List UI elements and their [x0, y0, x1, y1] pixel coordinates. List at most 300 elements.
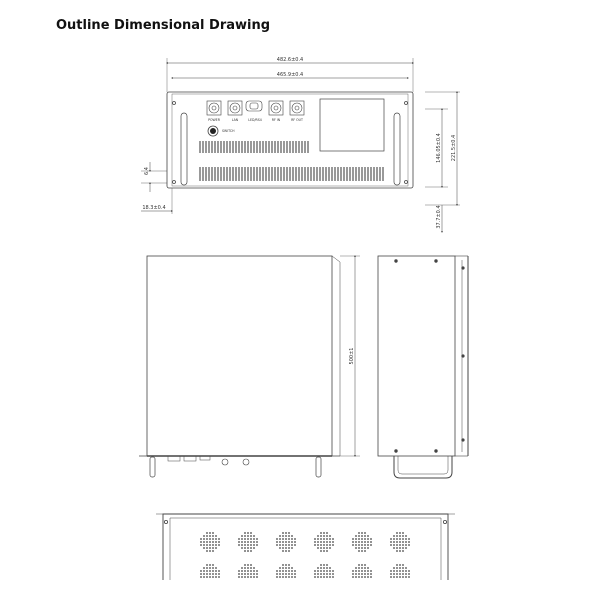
grille-hole: [364, 573, 366, 575]
grille-hole: [212, 541, 214, 543]
grille-hole: [361, 547, 363, 549]
grille-hole: [238, 538, 240, 540]
grille-hole: [399, 541, 401, 543]
grille-hole: [323, 567, 325, 569]
grille-hole: [241, 544, 243, 546]
grille-hole: [358, 535, 360, 537]
dim-slot: 6.4: [144, 167, 150, 175]
grille-hole: [256, 541, 258, 543]
grille-hole: [317, 535, 319, 537]
grille-hole: [402, 538, 404, 540]
grille-hole: [244, 535, 246, 537]
grille-hole: [329, 573, 331, 575]
grille-hole: [203, 576, 205, 578]
grille-hole: [399, 576, 401, 578]
grille-hole: [405, 535, 407, 537]
grille-hole: [323, 544, 325, 546]
grille-hole: [282, 535, 284, 537]
grille-hole: [294, 544, 296, 546]
grille-hole: [405, 547, 407, 549]
grille-hole: [402, 570, 404, 572]
grille-hole: [320, 541, 322, 543]
grille-hole: [320, 538, 322, 540]
grille-hole: [288, 538, 290, 540]
grille-hole: [291, 535, 293, 537]
grille-hole: [241, 547, 243, 549]
grille-hole: [399, 532, 401, 534]
grille-hole: [206, 567, 208, 569]
grille-hole: [367, 535, 369, 537]
grille-hole: [279, 538, 281, 540]
grille-hole: [320, 532, 322, 534]
grille-hole: [279, 576, 281, 578]
grille-hole: [367, 547, 369, 549]
grille-hole: [314, 573, 316, 575]
grille-hole: [358, 564, 360, 566]
grille-hole: [326, 573, 328, 575]
grille-hole: [320, 547, 322, 549]
grille-hole: [212, 547, 214, 549]
grille-hole: [367, 567, 369, 569]
grille-hole: [285, 573, 287, 575]
grille-hole: [370, 538, 372, 540]
grille-hole: [250, 547, 252, 549]
grille-hole: [244, 570, 246, 572]
grille-hole: [253, 547, 255, 549]
grille-hole: [329, 567, 331, 569]
connector-label-rf-in: RF IN: [271, 118, 281, 122]
grille-hole: [279, 573, 281, 575]
grille-hole: [250, 541, 252, 543]
grille-hole: [317, 573, 319, 575]
grille-hole: [294, 538, 296, 540]
grille-hole: [329, 570, 331, 572]
grille-hole: [276, 573, 278, 575]
grille-hole: [393, 535, 395, 537]
dim-depth: 500±1: [349, 347, 355, 365]
grille-hole: [288, 564, 290, 566]
grille-hole: [390, 538, 392, 540]
grille-hole: [405, 538, 407, 540]
grille-hole: [285, 576, 287, 578]
grille-hole: [285, 564, 287, 566]
grille-hole: [291, 573, 293, 575]
grille-hole: [282, 544, 284, 546]
grille-hole: [358, 532, 360, 534]
grille-hole: [326, 544, 328, 546]
grille-hole: [279, 535, 281, 537]
grille-hole: [399, 547, 401, 549]
grille-hole: [393, 547, 395, 549]
grille-hole: [218, 541, 220, 543]
power-connector: [207, 101, 221, 115]
side-view: [378, 256, 468, 478]
grille-hole: [320, 573, 322, 575]
grille-hole: [206, 573, 208, 575]
grille-hole: [396, 532, 398, 534]
dim-panel-width: 465.9±0.4: [276, 72, 304, 78]
grille-hole: [253, 567, 255, 569]
grille-hole: [396, 570, 398, 572]
grille-hole: [212, 576, 214, 578]
grille-hole: [393, 544, 395, 546]
grille-hole: [203, 573, 205, 575]
grille-hole: [390, 544, 392, 546]
grille-hole: [314, 538, 316, 540]
grille-hole: [332, 570, 334, 572]
grille-hole: [396, 538, 398, 540]
grille-hole: [256, 538, 258, 540]
grille-hole: [332, 573, 334, 575]
lan-connector: [228, 101, 242, 115]
grille-hole: [361, 570, 363, 572]
grille-hole: [241, 576, 243, 578]
grille-hole: [326, 538, 328, 540]
grille-hole: [282, 532, 284, 534]
grille-hole: [361, 541, 363, 543]
grille-hole: [212, 550, 214, 552]
grille-hole: [329, 544, 331, 546]
grille-hole: [358, 544, 360, 546]
grille-hole: [405, 544, 407, 546]
grille-hole: [396, 567, 398, 569]
grille-hole: [390, 576, 392, 578]
grille-hole: [244, 547, 246, 549]
grille-hole: [352, 570, 354, 572]
grille-hole: [364, 550, 366, 552]
grille-hole: [326, 576, 328, 578]
grille-hole: [405, 567, 407, 569]
grille-hole: [247, 564, 249, 566]
grille-hole: [361, 544, 363, 546]
grille-hole: [361, 564, 363, 566]
dim-overall-width: 482.6±0.4: [276, 57, 304, 63]
grille-hole: [314, 576, 316, 578]
grille-hole: [396, 544, 398, 546]
grille-hole: [361, 550, 363, 552]
grille-hole: [282, 576, 284, 578]
lower-vent-slots: [200, 167, 383, 181]
switch-label: SWITCH: [222, 129, 235, 133]
grille-hole: [247, 544, 249, 546]
grille-hole: [247, 573, 249, 575]
grille-hole: [367, 538, 369, 540]
grille-hole: [282, 573, 284, 575]
grille-hole: [209, 541, 211, 543]
grille-hole: [218, 573, 220, 575]
grille-hole: [247, 541, 249, 543]
grille-hole: [367, 544, 369, 546]
grille-hole: [200, 544, 202, 546]
grille-hole: [355, 535, 357, 537]
grille-hole: [355, 573, 357, 575]
grille-hole: [206, 532, 208, 534]
grille-hole: [358, 570, 360, 572]
grille-hole: [212, 544, 214, 546]
left-handle-side: [150, 457, 155, 477]
grille-hole: [352, 576, 354, 578]
grille-hole: [367, 570, 369, 572]
grille-hole: [393, 573, 395, 575]
grille-hole: [408, 570, 410, 572]
grille-hole: [352, 541, 354, 543]
grille-hole: [209, 567, 211, 569]
grille-hole: [247, 532, 249, 534]
grille-hole: [215, 538, 217, 540]
grille-hole: [253, 544, 255, 546]
grille-hole: [294, 576, 296, 578]
grille-hole: [326, 532, 328, 534]
grille-hole: [250, 576, 252, 578]
rear-view: [156, 514, 455, 580]
grille-hole: [332, 541, 334, 543]
grille-hole: [282, 541, 284, 543]
grille-hole: [215, 547, 217, 549]
grille-hole: [285, 547, 287, 549]
grille-hole: [361, 576, 363, 578]
grille-hole: [212, 564, 214, 566]
grille-hole: [253, 573, 255, 575]
rf-out-connector: [290, 101, 304, 115]
grille-hole: [408, 576, 410, 578]
grille-hole: [364, 567, 366, 569]
grille-hole: [291, 547, 293, 549]
grille-hole: [329, 541, 331, 543]
grille-hole: [203, 538, 205, 540]
grille-hole: [241, 570, 243, 572]
grille-hole: [215, 541, 217, 543]
connector-label-lan: LAN: [231, 118, 239, 122]
grille-hole: [253, 538, 255, 540]
grille-hole: [215, 573, 217, 575]
grille-hole: [206, 547, 208, 549]
grille-hole: [405, 576, 407, 578]
fan-grilles: [200, 532, 410, 578]
connector-label-power: POWER: [208, 118, 220, 122]
connector-label-led-rs4: LED/RS4: [248, 118, 262, 122]
grille-hole: [370, 541, 372, 543]
grille-hole: [332, 544, 334, 546]
dim-edge-offset: 18.3±0.4: [142, 205, 166, 211]
grille-hole: [355, 570, 357, 572]
grille-hole: [396, 541, 398, 543]
grille-hole: [241, 541, 243, 543]
grille-hole: [279, 544, 281, 546]
grille-hole: [276, 544, 278, 546]
grille-hole: [352, 544, 354, 546]
grille-hole: [402, 544, 404, 546]
grille-hole: [399, 544, 401, 546]
grille-hole: [253, 576, 255, 578]
grille-hole: [361, 535, 363, 537]
grille-hole: [329, 547, 331, 549]
grille-hole: [405, 573, 407, 575]
grille-hole: [212, 573, 214, 575]
grille-hole: [408, 541, 410, 543]
grille-hole: [247, 535, 249, 537]
grille-hole: [241, 573, 243, 575]
grille-hole: [206, 535, 208, 537]
left-handle: [181, 113, 187, 185]
grille-hole: [320, 535, 322, 537]
grille-hole: [285, 550, 287, 552]
grille-hole: [250, 538, 252, 540]
grille-hole: [402, 567, 404, 569]
grille-hole: [253, 541, 255, 543]
grille-hole: [396, 547, 398, 549]
grille-hole: [326, 541, 328, 543]
grille-hole: [212, 535, 214, 537]
grille-hole: [218, 576, 220, 578]
grille-hole: [329, 538, 331, 540]
grille-hole: [323, 547, 325, 549]
grille-hole: [364, 564, 366, 566]
grille-hole: [294, 573, 296, 575]
grille-hole: [408, 544, 410, 546]
grille-hole: [317, 547, 319, 549]
grille-hole: [326, 547, 328, 549]
grille-hole: [276, 570, 278, 572]
grille-hole: [282, 547, 284, 549]
grille-hole: [215, 544, 217, 546]
grille-hole: [238, 573, 240, 575]
grille-hole: [405, 570, 407, 572]
rf-in-connector: [269, 101, 283, 115]
dim-bottom-offset: 37.7±0.4: [436, 205, 442, 229]
grille-hole: [203, 535, 205, 537]
grille-hole: [244, 532, 246, 534]
grille-hole: [317, 544, 319, 546]
grille-hole: [314, 544, 316, 546]
grille-hole: [238, 576, 240, 578]
grille-hole: [364, 532, 366, 534]
grille-hole: [393, 538, 395, 540]
grille-hole: [399, 570, 401, 572]
grille-hole: [288, 576, 290, 578]
grille-hole: [238, 541, 240, 543]
grille-hole: [256, 573, 258, 575]
grille-hole: [358, 547, 360, 549]
grille-hole: [200, 541, 202, 543]
dim-height-inner: 146.05±0.4: [436, 133, 442, 163]
grille-hole: [203, 547, 205, 549]
grille-hole: [218, 544, 220, 546]
grille-hole: [218, 538, 220, 540]
grille-hole: [358, 541, 360, 543]
grille-hole: [370, 570, 372, 572]
grille-hole: [370, 544, 372, 546]
grille-hole: [317, 541, 319, 543]
grille-hole: [314, 570, 316, 572]
grille-hole: [238, 544, 240, 546]
grille-hole: [253, 570, 255, 572]
grille-hole: [291, 544, 293, 546]
grille-hole: [332, 576, 334, 578]
grille-hole: [291, 538, 293, 540]
grille-hole: [276, 541, 278, 543]
grille-hole: [288, 535, 290, 537]
grille-hole: [390, 573, 392, 575]
grille-hole: [396, 564, 398, 566]
grille-hole: [288, 567, 290, 569]
grille-hole: [209, 547, 211, 549]
grille-hole: [408, 573, 410, 575]
grille-hole: [241, 538, 243, 540]
grille-hole: [396, 535, 398, 537]
grille-hole: [206, 544, 208, 546]
grille-hole: [329, 576, 331, 578]
grille-hole: [247, 567, 249, 569]
grille-hole: [355, 544, 357, 546]
grille-hole: [358, 576, 360, 578]
grille-hole: [364, 544, 366, 546]
grille-hole: [323, 538, 325, 540]
grille-hole: [367, 576, 369, 578]
grille-hole: [206, 538, 208, 540]
grille-hole: [399, 564, 401, 566]
grille-hole: [203, 544, 205, 546]
top-view-body: [147, 256, 332, 456]
grille-hole: [282, 550, 284, 552]
grille-hole: [320, 550, 322, 552]
grille-hole: [402, 535, 404, 537]
grille-hole: [247, 547, 249, 549]
grille-hole: [323, 576, 325, 578]
grille-hole: [200, 573, 202, 575]
grille-hole: [402, 547, 404, 549]
grille-hole: [364, 535, 366, 537]
grille-hole: [209, 564, 211, 566]
grille-hole: [367, 573, 369, 575]
grille-hole: [317, 570, 319, 572]
grille-hole: [355, 538, 357, 540]
grille-hole: [288, 573, 290, 575]
grille-hole: [399, 538, 401, 540]
grille-hole: [317, 538, 319, 540]
grille-hole: [200, 576, 202, 578]
grille-hole: [364, 576, 366, 578]
grille-hole: [361, 567, 363, 569]
grille-hole: [393, 576, 395, 578]
grille-hole: [396, 576, 398, 578]
grille-hole: [405, 541, 407, 543]
grille-hole: [206, 564, 208, 566]
grille-hole: [291, 570, 293, 572]
grille-hole: [288, 532, 290, 534]
page-title: Outline Dimensional Drawing: [56, 18, 271, 33]
grille-hole: [364, 570, 366, 572]
led-rs4-connector: [246, 101, 262, 111]
grille-hole: [247, 538, 249, 540]
side-view-body: [378, 256, 455, 456]
grille-hole: [323, 550, 325, 552]
grille-hole: [206, 576, 208, 578]
grille-hole: [294, 570, 296, 572]
grille-hole: [215, 570, 217, 572]
grille-hole: [358, 538, 360, 540]
grille-hole: [367, 541, 369, 543]
grille-hole: [393, 541, 395, 543]
grille-hole: [209, 573, 211, 575]
upper-vent-slots: [200, 141, 308, 153]
grille-hole: [402, 564, 404, 566]
grille-hole: [355, 547, 357, 549]
grille-hole: [332, 538, 334, 540]
grille-hole: [209, 532, 211, 534]
grille-hole: [355, 541, 357, 543]
grille-hole: [282, 564, 284, 566]
grille-hole: [320, 567, 322, 569]
